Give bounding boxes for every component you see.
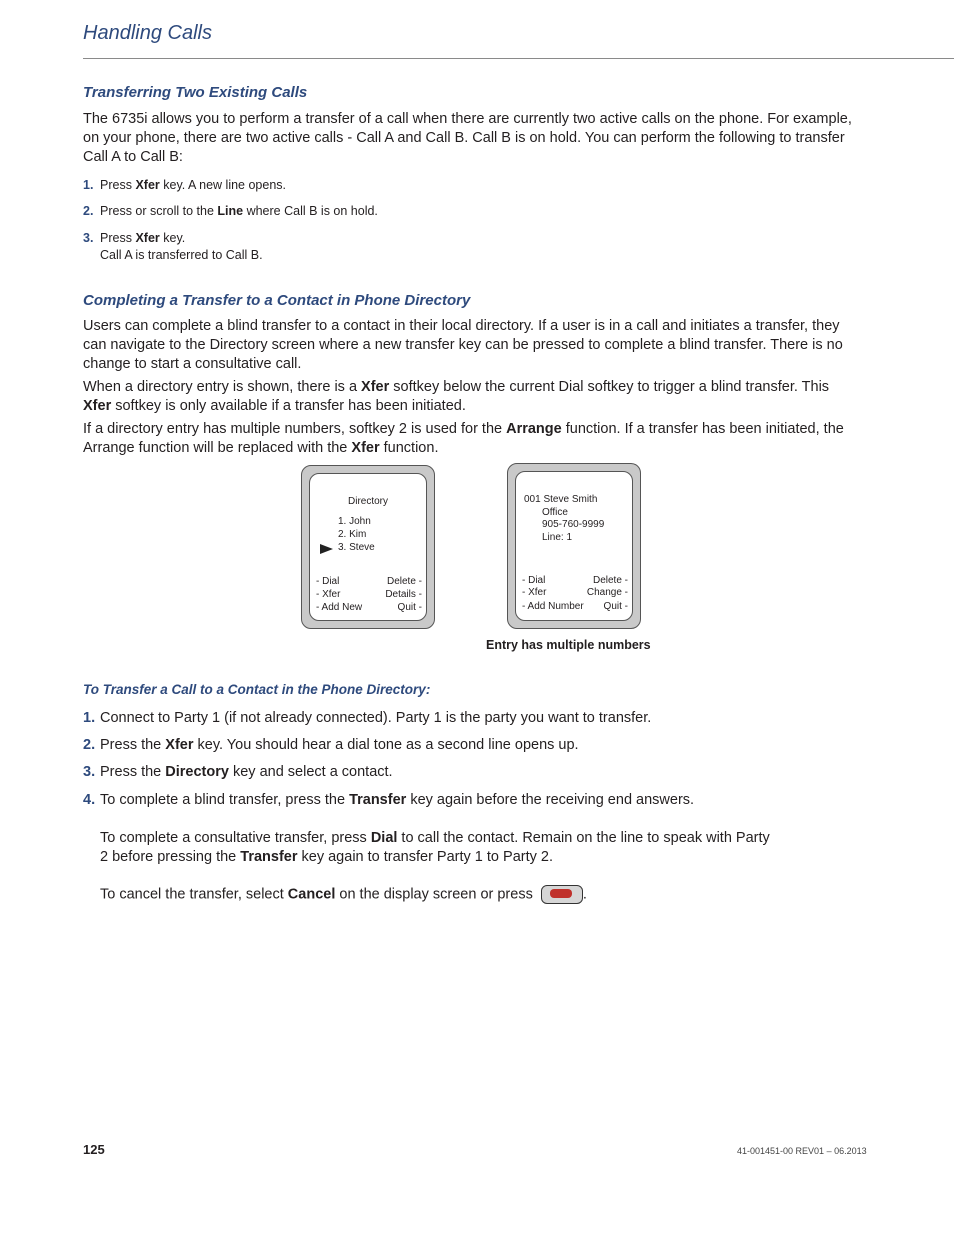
step-text: Press the Xfer key. You should hear a dial tone as a second line opens up. — [100, 737, 579, 753]
phone-screen-entry — [507, 463, 641, 629]
screen-title: Directory — [348, 496, 389, 507]
softkey-label: Delete - — [592, 575, 628, 586]
softkey-label: - Xfer — [316, 589, 341, 600]
step-number: 2. — [83, 737, 96, 753]
entry-detail: Line: 1 — [542, 532, 573, 543]
section2-para3: If a directory entry has multiple numbers, softkey 2 is used for the Arrange function. If a transfer has been initiated, the Arrange function will be replaced with the Xfer function. — [83, 421, 844, 456]
softkey-label: Quit - — [603, 601, 628, 612]
lcd-display — [515, 471, 633, 621]
section2-para2: When a directory entry is shown, there is a Xfer softkey below the current Dial softkey to trigger a blind transfer. This Xfer softkey is only available if a transfer has been initiated. — [83, 379, 830, 414]
step-number: 3. — [83, 231, 94, 245]
softkey-label: Quit - — [397, 602, 422, 613]
step-text: To complete a blind transfer, press the Transfer key again before the receiving end answers. — [100, 792, 695, 808]
selection-arrow-icon — [320, 544, 333, 554]
step-number: 4. — [83, 792, 96, 808]
step-text: Press or scroll to the Line where Call B is on hold. — [100, 204, 378, 218]
softkey-label: Delete - — [386, 576, 422, 587]
entry-detail: 905-760-9999 — [542, 519, 605, 530]
step-text: Press Xfer key. Call A is transferred to Call B. — [100, 231, 263, 262]
section-heading-transferring: Transferring Two Existing Calls — [83, 84, 308, 101]
step-number: 1. — [83, 710, 96, 726]
softkey-label: - Dial — [316, 576, 340, 587]
header-divider — [83, 58, 954, 59]
procedure-heading: To Transfer a Call to a Contact in the Phone Directory: — [83, 682, 431, 697]
step-number: 1. — [83, 178, 94, 192]
section1-intro: The 6735i allows you to perform a transfer of a call when there are currently two active calls on the phone. For example, on your phone, there are two active calls - Call A and Call B. Call B is on hold. You can perform the following to transfer Call A to Call B: — [83, 111, 852, 165]
consultative-transfer-text: To complete a consultative transfer, press Dial to call the contact. Remain on the line to speak with Party 2 before pressing the Transfer key again to transfer Party 1 to Party 2. — [100, 830, 770, 865]
directory-entry: 1. John — [338, 516, 371, 527]
cancel-transfer-text: To cancel the transfer, select Cancel on the display screen or press . — [100, 886, 587, 903]
step-number: 2. — [83, 204, 94, 218]
step-text: Press Xfer key. A new line opens. — [100, 178, 287, 192]
step-text: Connect to Party 1 (if not already connected). Party 1 is the party you want to transfer. — [100, 710, 652, 726]
figure-caption: Entry has multiple numbers — [486, 638, 651, 652]
section-heading-directory-transfer: Completing a Transfer to a Contact in Phone Directory — [83, 292, 471, 309]
softkey-label: Details - — [385, 589, 422, 600]
document-id: 41-001451-00 REV01 – 06.2013 — [737, 1146, 867, 1156]
step-number: 3. — [83, 764, 96, 780]
step-text: Press the Directory key and select a contact. — [100, 764, 393, 780]
softkey-label: Change - — [586, 587, 628, 598]
softkey-label: - Add Number — [522, 601, 584, 612]
softkey-label: - Add New — [316, 602, 363, 613]
softkey-label: - Xfer — [522, 587, 547, 598]
entry-detail: Office — [542, 507, 568, 518]
page-number: 125 — [83, 1142, 105, 1157]
lcd-display — [309, 473, 427, 621]
directory-entry: 2. Kim — [338, 529, 367, 540]
entry-name: 001 Steve Smith — [524, 494, 598, 505]
section2-para1: Users can complete a blind transfer to a contact in their local directory. If a user is in a call and initiates a transfer, they can navigate to the Directory screen where a new transfer key can be pressed to complete a blind transfer. There is no change to start a consultative call. — [83, 318, 843, 372]
softkey-label: - Dial — [522, 575, 546, 586]
directory-entry: 3. Steve — [338, 542, 375, 553]
end-call-key-icon — [541, 885, 583, 904]
phone-screen-directory — [301, 465, 435, 629]
page-header-title: Handling Calls — [83, 22, 212, 44]
